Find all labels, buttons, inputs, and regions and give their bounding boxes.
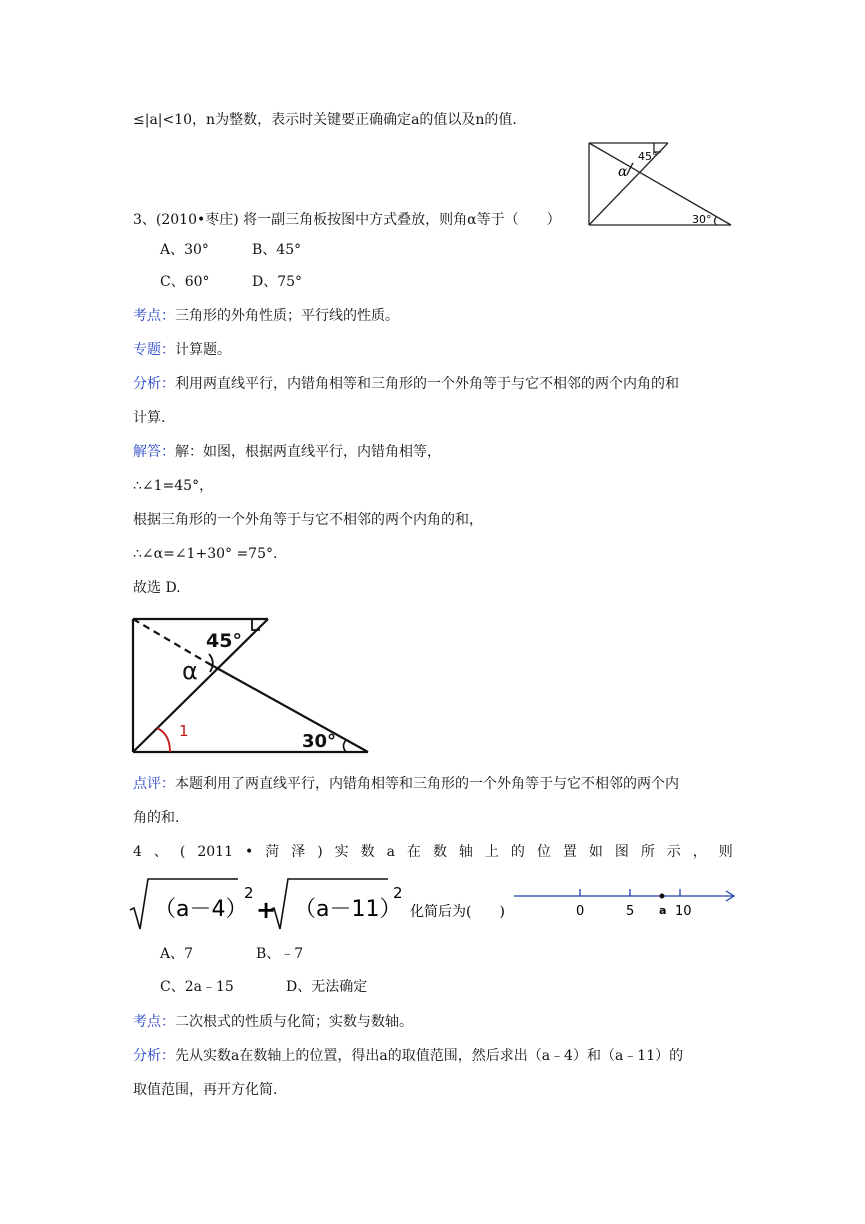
big-fig-dashed-segment [133,619,206,662]
q4-stem-word: 、 [153,844,168,860]
q4-stem-word: 位 [536,844,551,860]
fenxi-text-1: 利用两直线平行，内错角相等和三角形的一个外角等于与它不相邻的两个内角的和 [175,376,679,392]
q4-stem-word: 2011 [197,844,233,860]
q4-number-line [512,884,738,920]
jieda-label: 解答： [133,444,175,460]
exponent-2: 2 [393,884,403,902]
dianping-label: 点评： [133,776,175,792]
q3-dianping-2: 角的和. [133,810,180,826]
q4-fenxi [133,1046,683,1066]
q3-option-a: A、30° [160,242,209,258]
q3-fenxi-2: 计算. [133,410,166,426]
q4-option-a: A、7 [160,946,194,962]
q4-option-c: C、2a﹣15 [160,979,234,995]
small-fig-alpha-label: α [618,164,628,180]
zhuanti-label: 专题： [133,342,175,358]
q4-stem-word: • [244,844,254,860]
point-a [660,894,665,899]
q4-radical-expression [128,874,505,932]
big-fig-alpha-label: α [182,657,198,685]
label-a: a [659,904,667,917]
q3-jieda-2: ∴∠1=45°， [133,478,214,494]
q4-stem-word: 在 [406,844,421,860]
big-fig-30-hypotenuse [206,662,368,752]
intro-line: ≤|a|<10，n为整数，表示时关键要正确确定a的值以及n的值. [133,112,517,128]
q3-kaodian [133,306,399,326]
q4-stem-word: ( [179,844,186,860]
plus-sign: + [256,896,277,924]
q4-stem-word: 示 [666,844,681,860]
q4-fenxi-text-1: 先从实数a在数轴上的位置，得出a的取值范围，然后求出（a﹣4）和（a﹣11）的 [175,1048,684,1064]
small-fig-30-label: 30° [692,213,712,226]
q4-stem-word: a [386,844,395,860]
q4-options-row1 [160,944,303,964]
big-fig-30-arc [344,740,347,752]
q3-option-b: B、45° [252,242,302,258]
radicand-2: （a－11） [294,897,402,922]
radicand-1: （a－4） [154,897,248,922]
q4-option-b: B、﹣7 [256,946,304,962]
label-5: 5 [626,904,635,919]
q3-jieda-4: ∴∠α=∠1+30° =75°. [133,546,278,562]
q4-stem-word: 则 [718,844,733,860]
q4-stem-word: ) [317,844,323,860]
small-fig-45-label: 45° [638,150,658,163]
label-0: 0 [576,904,585,919]
q3-options-row2 [160,272,302,292]
q4-fenxi-2: 取值范围，再开方化简. [133,1082,278,1098]
q4-kaodian-text: 二次根式的性质与化简；实数与数轴。 [175,1014,413,1030]
q3-stem: 3、(2010•枣庄) 将一副三角板按图中方式叠放，则角α等于（ ） [133,212,561,228]
q4-stem-word: 4 [133,844,142,860]
q3-big-figure [130,616,372,756]
q3-options-row1 [160,240,301,260]
big-fig-angle1-label: 1 [179,722,189,740]
jieda-text-1: 解：如图，根据两直线平行，内错角相等， [175,444,441,460]
q3-small-figure [586,140,736,228]
q4-stem-word: 数 [432,844,447,860]
kaodian-text: 三角形的外角性质；平行线的性质。 [175,308,399,324]
q3-option-d: D、75° [252,274,303,290]
q4-options-row2 [160,977,367,997]
q4-stem-word: 上 [484,844,499,860]
q3-jieda-5: 故选 D. [133,580,181,596]
exponent-1: 2 [244,884,254,902]
q4-stem [133,842,733,862]
zhuanti-text: 计算题。 [175,342,231,358]
fenxi-label: 分析： [133,376,175,392]
q3-zhuanti [133,340,231,360]
q4-stem-word: 菏 [265,844,280,860]
small-fig-30-arc [715,217,717,225]
q4-stem-word: 实 [334,844,349,860]
q4-stem-word: 置 [562,844,577,860]
q4-kaodian-label: 考点： [133,1014,175,1030]
q3-jieda-3: 根据三角形的一个外角等于与它不相邻的两个内角的和， [133,512,483,528]
q4-stem-word: 图 [614,844,629,860]
q3-option-c: C、60° [160,274,210,290]
q3-dianping [133,774,679,794]
q4-stem-word: 的 [510,844,525,860]
q4-stem-word: 数 [360,844,375,860]
dianping-text-1: 本题利用了两直线平行，内错角相等和三角形的一个外角等于与它不相邻的两个内 [175,776,679,792]
q4-stem-word: 泽 [291,844,306,860]
big-fig-angle1-arc [157,728,170,752]
q3-fenxi [133,374,679,394]
kaodian-label: 考点： [133,308,175,324]
q4-option-d: D、无法确定 [286,979,368,995]
big-fig-45-label: 45° [206,630,242,652]
label-10: 10 [675,904,692,919]
q4-stem-word: 所 [640,844,655,860]
q4-fenxi-label: 分析： [133,1048,175,1064]
q4-stem-word: 如 [588,844,603,860]
q3-jieda [133,442,441,462]
q4-kaodian [133,1012,413,1032]
big-fig-30-label: 30° [302,731,337,752]
q4-stem-word: ， [692,844,707,860]
q4-stem-word: 轴 [458,844,473,860]
after-text: 化简后为( ) [410,904,505,920]
